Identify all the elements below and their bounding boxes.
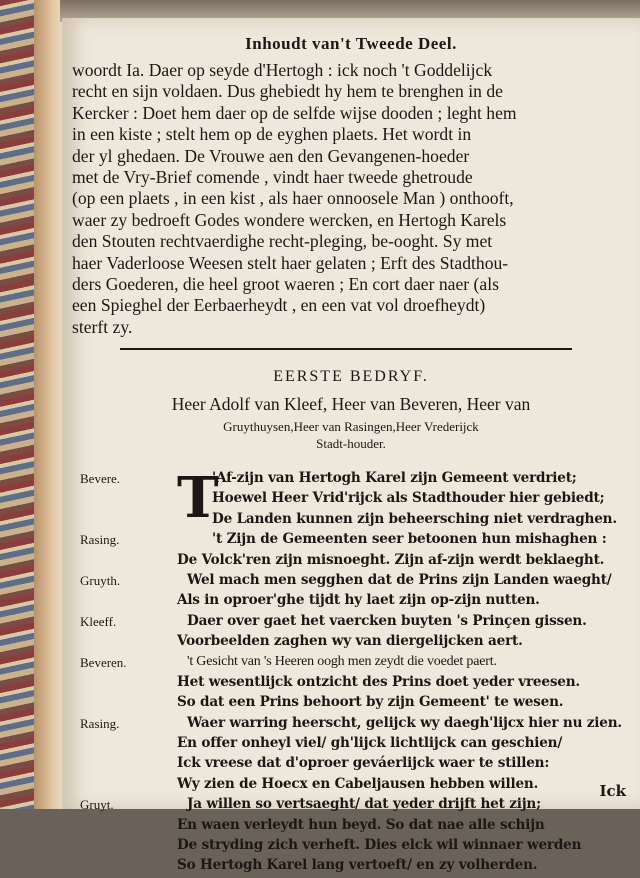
verse-text: 't Gesicht van 's Heeren oogh men zeydt die voedet paert.	[187, 653, 497, 669]
argument-line: recht en sijn voldaen. Dus ghebiedt hy hem te brenghen in de	[72, 81, 503, 102]
argument-line: der yl ghedaen. De Vrouwe aen den Gevangenen-hoeder	[72, 145, 470, 166]
verse-text: Hoewel Heer Vrid'rijck als Stadthouder hier gebiedt;	[212, 490, 605, 507]
argument-line: sterft zy.	[72, 316, 133, 337]
verse-line	[62, 511, 640, 531]
verse-line	[62, 857, 640, 877]
cast-list-line: Stadt-houder.	[316, 436, 386, 451]
speaker-name: Rasing.	[80, 715, 120, 731]
argument-line: haer Vaderloose Weesen stelt haer gelaten ; Erft des Stadthou-	[72, 252, 509, 273]
book-page	[62, 18, 640, 874]
act-title: EERSTE BEDRYF.	[273, 368, 429, 385]
verse-text: Wy zien de Hoecx en Cabeljausen hebben willen.	[177, 775, 539, 792]
verse-text: En waen verleydt hun beyd. So dat nae alle schijn	[177, 816, 545, 833]
verse-line	[62, 735, 640, 755]
verse-text: De Volck'ren zijn misnoeght. Zijn af-zijn werdt beklaeght.	[177, 551, 605, 568]
verse-text: 'Af-zijn van Hertogh Karel zijn Gemeent verdriet;	[212, 470, 577, 486]
cast-list-line: Gruythuysen,Heer van Rasingen,Heer Vrederijck	[223, 419, 479, 434]
verse-text: So dat een Prins behoort by zijn Gemeent' te wesen.	[177, 694, 564, 711]
argument-line: waer zy bedroeft Godes wondere wercken, en Hertogh Karels	[72, 209, 507, 230]
verse-text: Voorbeelden zaghen wy van diergelijcken aert.	[177, 633, 523, 650]
cast-list-line: Heer Adolf van Kleef, Heer van Beveren, Heer van	[171, 394, 531, 414]
verse-line	[62, 592, 640, 612]
verse-line	[62, 633, 640, 653]
argument-line: den Stouten rechtvaerdighe recht-pleging, be-ooght. Sy met	[72, 231, 493, 252]
running-head: Inhoudt van't Tweede Deel.	[245, 34, 457, 53]
section-rule	[120, 348, 572, 350]
verse-line	[62, 694, 640, 714]
verse-line	[62, 837, 640, 857]
verse-line	[62, 470, 640, 490]
catchword: Ick	[599, 782, 626, 800]
argument-line: (op een plaets , in een kist , als haer onnoosele Man ) onthooft,	[72, 188, 514, 209]
verse-line	[62, 531, 640, 551]
argument-paragraph	[72, 60, 622, 338]
verse-line	[62, 796, 640, 816]
argument-line: in een kiste ; stelt hem op de eyghen plaets. Het wordt in	[72, 124, 472, 145]
speaker-name: Bevere.	[80, 471, 121, 486]
marbled-binding-edge	[0, 0, 34, 809]
verse-text: Het wesentlijck ontzicht des Prins doet yeder vreesen.	[177, 673, 580, 690]
argument-line: woordt Ia. Daer op seyde d'Hertogh : ick noch 't Goddelijck	[72, 60, 493, 80]
verse-line	[62, 613, 640, 633]
verse-text: De Landen kunnen zijn beheersching niet verdraghen.	[212, 510, 617, 527]
verse-line	[62, 715, 640, 735]
speaker-name: Kleeff.	[80, 613, 117, 629]
verse-line	[62, 817, 640, 837]
speaker-name: Rasing.	[80, 532, 120, 548]
verse-text: En offer onheyl viel/ gh'lijck lichtlijck can geschien/	[177, 735, 563, 752]
verse-line	[62, 654, 640, 674]
verse-line	[62, 755, 640, 775]
speaker-name: Beveren.	[80, 654, 127, 670]
verse-text: De stryding zich verheft. Dies elck wil winnaer werden	[177, 837, 582, 854]
speaker-name: Gruyth.	[80, 572, 121, 588]
verse-dialogue	[62, 465, 640, 878]
speaker-name: Gruyt.	[80, 797, 114, 813]
verse-line	[62, 776, 640, 796]
verse-text: Ja willen so vertsaeght/ dat yeder drijft het zijn;	[187, 796, 541, 813]
argument-line: ders Goederen, die heel groot waeren ; En cort daer naer (als	[72, 274, 499, 295]
verse-text: So Hertogh Karel lang vertoeft/ en zy volherden.	[177, 857, 538, 874]
verse-text: Ick vreese dat d'oproer geváerlijck waer te stillen:	[177, 755, 550, 772]
drop-cap: T	[177, 465, 219, 531]
verse-text: Wel mach men segghen dat de Prins zijn Landen waeght/	[187, 571, 612, 588]
verse-line	[62, 490, 640, 510]
argument-line: een Spieghel der Eerbaerheydt , en een vat vol droefheydt)	[72, 295, 486, 316]
verse-line	[62, 552, 640, 572]
argument-line: met de Vry-Brief comende , vindt haer tweede ghetroude	[72, 167, 473, 188]
verse-text: Waer warring heerscht, gelijck wy daegh'lijcx hier nu zien.	[187, 714, 622, 731]
argument-line: Kercker : Doet hem daer op de selfde wijse dooden ; leght hem	[72, 102, 517, 123]
verse-text: 't Zijn de Gemeenten seer betoonen hun mishaghen :	[212, 531, 607, 548]
verse-text: Als in oproer'ghe tijdt hy laet zijn op-zijn nutten.	[177, 592, 540, 609]
verse-line	[62, 674, 640, 694]
verse-line	[62, 572, 640, 592]
verse-text: Daer over gaet het vaercken buyten 's Prinçen gissen.	[187, 612, 587, 629]
